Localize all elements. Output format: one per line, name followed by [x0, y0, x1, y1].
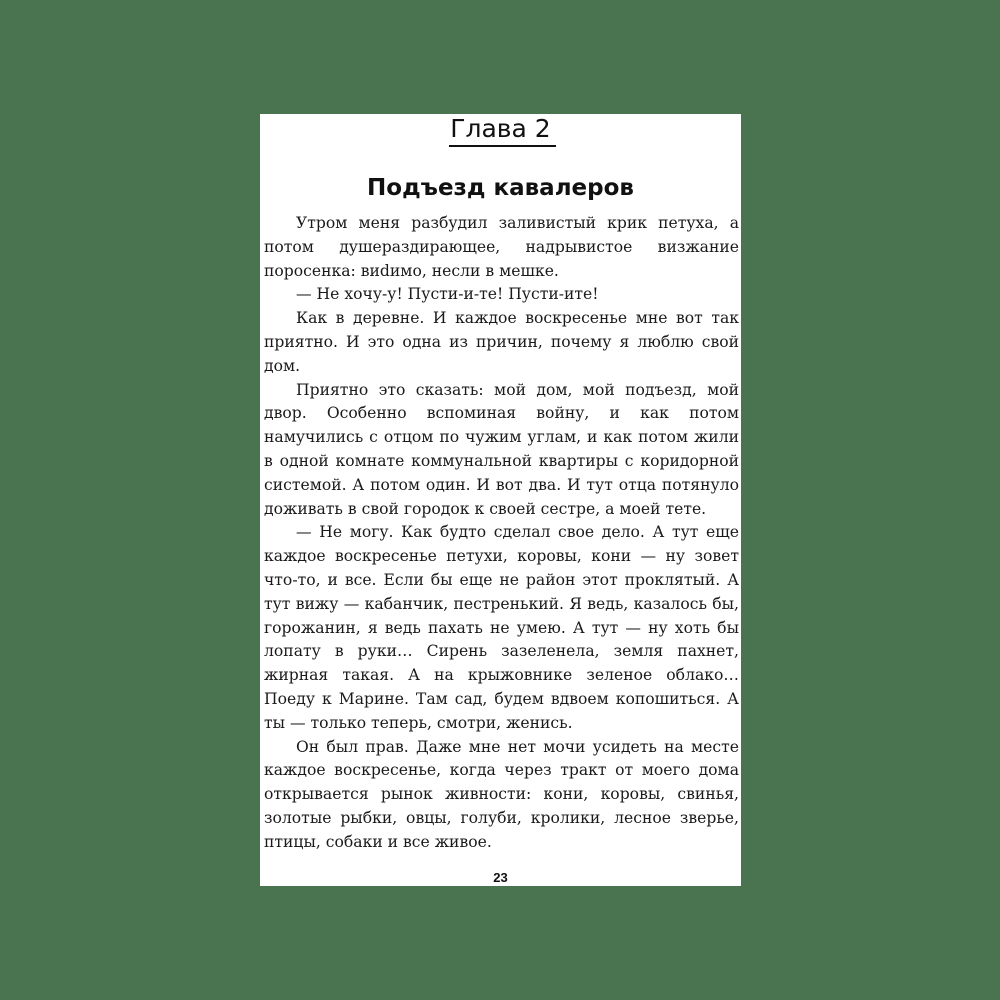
chapter-label: Глава 2	[450, 114, 551, 143]
paragraph: Утром меня разбудил заливистый крик петуха, а потом душераздирающее, надрывистое визжание поросенка: виdимо, несли в мешке.	[264, 214, 739, 280]
chapter-underline	[449, 145, 556, 147]
book-page	[260, 114, 741, 886]
body-text	[264, 212, 739, 855]
paragraph: — Не хочу-у! Пусти-и-те! Пусти-ите!	[296, 285, 599, 304]
paragraph: Приятно это сказать: мой дом, мой подъезд, мой двор. Особенно вспоминая войну, и как потом намучились с отцом по чужим углам, и как потом жили в одной комнате коммунальной квартиры с коридорной системой. А потом один. И вот два. И тут отца потянуло доживать в свой городок к своей сестре, а моей тете.	[264, 380, 739, 518]
paragraph: Как в деревне. И каждое воскресенье мне вот так приятно. И это одна из причин, почему я люблю свой дом.	[264, 309, 739, 375]
paragraph: Он был прав. Даже мне нет мочи усидеть на месте каждое воскресенье, когда через тракт от моего дома открывается рынок живности: кони, коровы, свинья, золотые рыбки, овцы, голуби, кролики, лесное зверье, птицы, собаки и все живое.	[264, 737, 739, 851]
page-number: 23	[493, 870, 508, 885]
paragraph: — Не могу. Как будто сделал свое дело. А тут еще каждое воскресенье петухи, коровы, кони — ну зовет что-то, и все. Если бы еще не район этот проклятый. А тут вижу — кабанчик, пестренький. Я ведь, казалось бы, горожанин, я ведь пахать не умею. А тут — ну хоть бы лопату в руки… Сирень зазеленела, земля пахнет, жирная такая. А на крыжовнике зеленое облако… Поеду к Марине. Там сад, будем вдвоем копошиться. А ты — только теперь, смотри, женись.	[264, 523, 739, 732]
chapter-title: Подъезд кавалеров	[367, 175, 634, 201]
